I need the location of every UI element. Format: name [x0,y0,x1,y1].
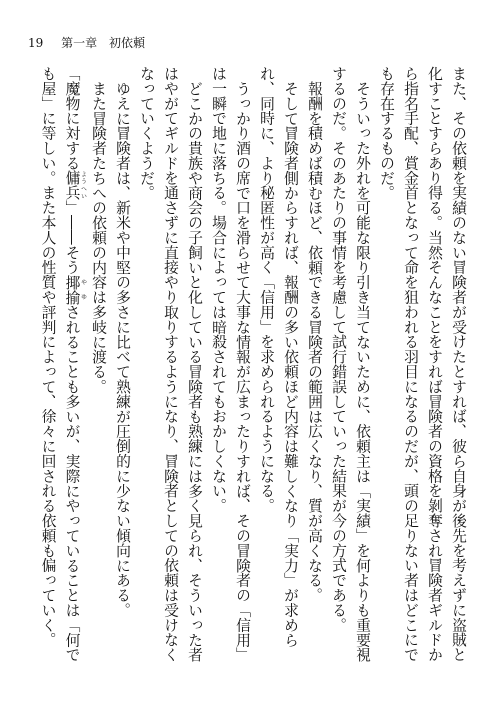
ruby-reading: ようへい [79,170,87,201]
paragraph: 報酬を積めば積むほど、依頼できる冒険者の範囲は広くなり、質が高くなる。 [306,80,323,603]
paragraph: また冒険者たちへの依頼の内容は多岐に渡る。 [90,80,107,394]
ruby-word [63,170,87,201]
page-number: 19 [28,36,44,50]
body-text [30,66,470,666]
paragraph: ゆえに冒険者は、新米や中堅の多さに比べて熟練が圧倒的に少ない傾向にある。 [114,80,131,618]
ruby-base: 揶揄 [63,274,81,305]
ruby-reading: やゆ [79,274,87,305]
chapter-title: 初依頼 [108,36,145,50]
running-header [28,34,145,51]
ruby-base: 傭兵 [63,170,81,201]
paragraph: また、その依頼を実績のない冒険者が受けたとすれば、彼ら自身が後先を考えずに盗賊と化すことすらあり得る。当然そんなことをすれば冒険者の資格を剝奪され冒険者ギルドから指名手配、賞金首となって命を狙われる羽目になるのだが、頭の足りない者はどこにでも存在するものだ。 [378,66,467,662]
paragraph: そして冒険者側からすれば、報酬の多い依頼ほど内容は難しくなり「実力」が求められ、同時に、より秘匿性が高く「信用」を求められるようになる。 [258,66,299,647]
ruby-word [63,274,87,305]
paragraph: うっかり酒の席で口を滑らせて大事な情報が広まったりすれば、その冒険者の「信用」は一瞬で地に落ちる。場合によっては暗殺されてもおかしくない。 [210,66,251,662]
paragraph: そういった外れを可能な限り引き当てないために、依頼主は「実績」を何よりも重要視するのだ。そのあたりの事情を考慮して試行錯誤していった結果が今の方式である。 [330,66,371,662]
text-run: 「魔物に対する [63,66,81,171]
text-run: 」――そう [63,200,81,275]
paragraph-with-ruby [36,66,87,666]
paragraph: どこかの貴族や商会の子飼いと化している冒険者も熟練には多く見られ、そういった者はやがてギルドを通さずに直接やり取りするようになり、冒険者としての依頼は受けなくなっていくようだ。 [138,66,203,662]
text-run: されることも多いが、実際にやっていることは「何でも屋」に等しい。また本人の性質や評判によって、徐々に回される依頼も偏っていく。 [39,66,81,663]
chapter-label: 第一章 [61,36,98,50]
